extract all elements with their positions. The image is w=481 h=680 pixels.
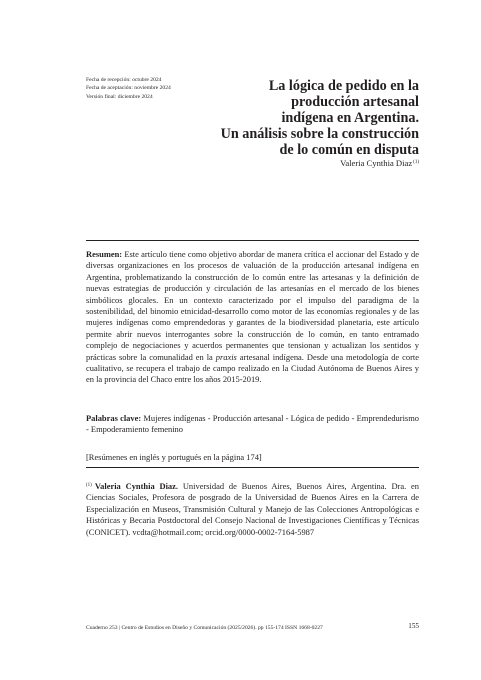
footnote-mark: (1)	[86, 483, 92, 488]
title-line: La lógica de pedido en la	[268, 78, 419, 94]
abstract-italic-word: praxis	[215, 351, 237, 362]
abstract-text: Este artículo tiene como objetivo abordar de manera crítica el accionar del Estado y de diversas organizaciones en los procesos de valuación de la producción artesanal indígena en Argentina, problematizando la construcción de lo común entre las artesanas y la definición de nuevas estrategias de producción y circulación de las artesanías en el mercado de los bienes simbólicos glocales. En un contexto caracterizado por el impulso del paradigma de la sostenibilidad, del binomio etnicidad-desarrollo como motor de las economías regionales y de las mujeres indígenas como emprendedoras y garantes de la biodiversidad planetaria, este artículo permite abrir nuevos interrogantes sobre la construcción de lo común, en tanto entramado complejo de negociaciones y acuerdos permanentes que tensionan y actualizan los sentidos y prácticas sobre la comunalidad en la	[86, 249, 419, 362]
reception-date: Fecha de recepción: octubre 2024	[86, 77, 162, 83]
footnote-author-name: Valeria Cynthia Diaz.	[94, 481, 178, 491]
keywords	[86, 413, 419, 436]
abstract-label: Resumen:	[86, 249, 123, 259]
acceptance-date: Fecha de aceptación: noviembre 2024	[86, 85, 171, 92]
article-author	[219, 158, 419, 168]
abstract-text-end: artesanal indígena. Desde una metodología de corte cualitativo, se recupera el trabajo de campo realizado en la Ciudad Autónoma de Buenos Aires y en la provincia del Chaco entre los años 2015-2019.	[86, 351, 419, 385]
top-divider	[86, 240, 419, 241]
author-name: Valeria Cynthia Diaz	[340, 158, 413, 168]
title-line: de lo común en disputa	[279, 142, 419, 158]
footnote-divider	[86, 467, 419, 468]
title-line: indígena en Argentina.	[281, 110, 419, 126]
footnote-text: Universidad de Buenos Aires, Buenos Aires, Argentina. Dra. en Ciencias Sociales, Profesora de posgrado de la Universidad de Buenos Aires en la Carrera de Especialización en Museos, Transmisión Cultural y Manejo de las Colecciones Antropológicas e Históricas y Becaria Postdoctoral del Consejo Nacional de Investigaciones Científicas y Técnicas (CONICET). vcdta@hotmail.com; orcid.org/0000-0002-7164-5987	[86, 481, 419, 537]
keywords-text: Mujeres indígenas - Producción artesanal - Lógica de pedido - Emprendedurismo - Empoderamiento femenino	[86, 413, 419, 435]
abstract	[86, 249, 419, 386]
article-title	[169, 78, 419, 158]
author-footnote-mark: (1)	[413, 160, 419, 165]
title-line: producción artesanal	[291, 94, 419, 110]
title-line: Un análisis sobre la construcción	[220, 126, 419, 142]
keywords-label: Palabras clave:	[86, 413, 142, 423]
page-number: 155	[408, 622, 419, 630]
author-footnote	[86, 480, 419, 538]
page-footer: Cuaderno 253 | Centro de Estudios en Diseño y Comunicación (2025/2026). pp 155-174 ISSN 1668-0227	[86, 625, 323, 631]
final-version-date: Versión final: diciembre 2024	[86, 93, 153, 100]
summaries-note: [Resúmenes en inglés y portugués en la página 174]	[86, 452, 262, 462]
